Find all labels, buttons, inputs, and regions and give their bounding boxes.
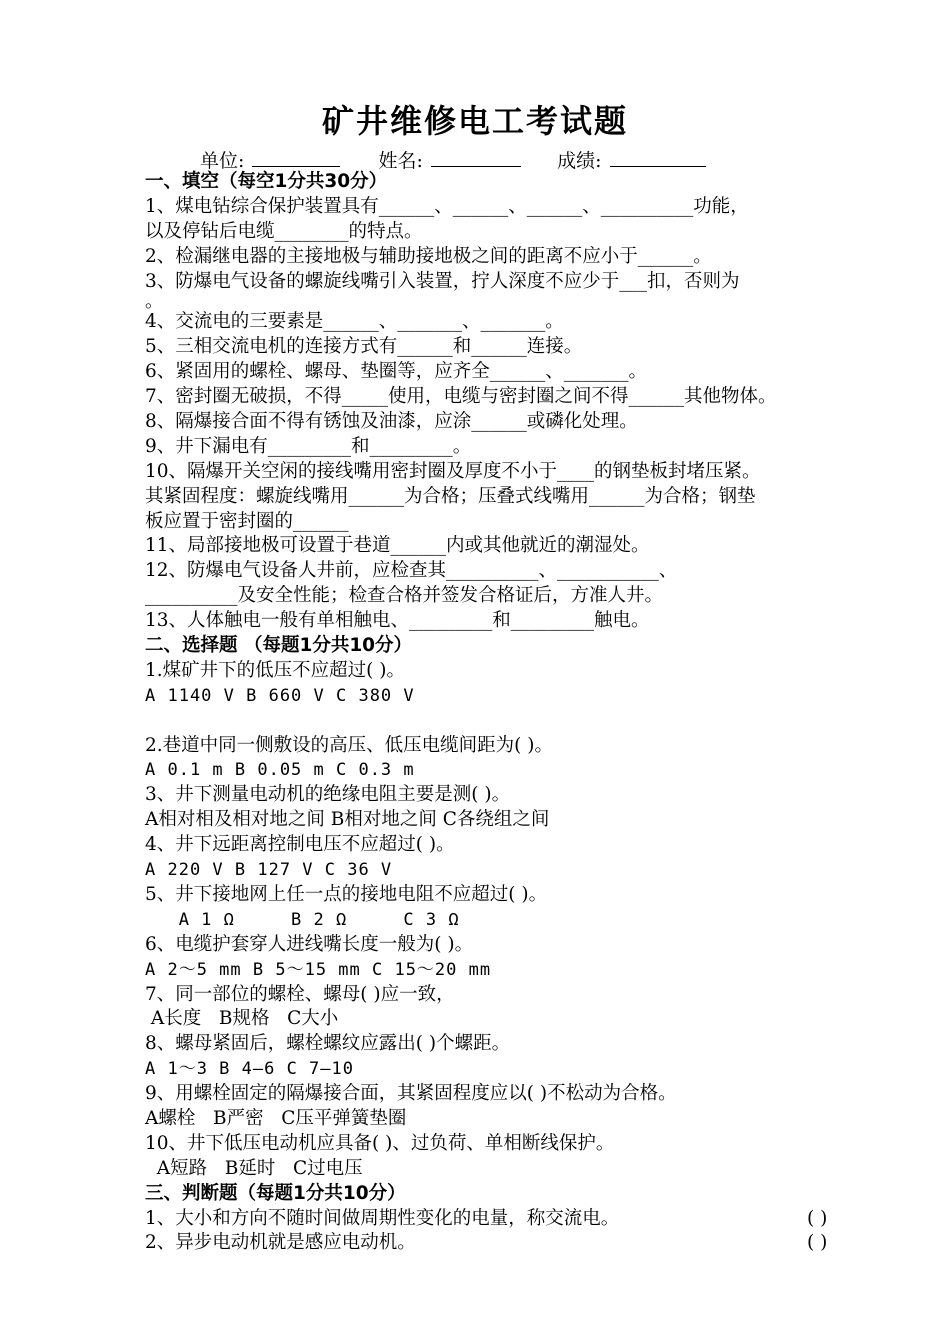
section-heading-fill-blank: 一、填空（每空1分共30分） [145,171,388,192]
fill-blank-line: 8、隔爆接合面不得有锈蚀及油漆，应涂______或磷化处理。 [145,411,638,433]
student-info-line [200,146,712,173]
fill-blank-line: 10、隔爆开关空闲的接线嘴用密封圈及厚度不小于____的钢垫板封堵压紧。 [145,460,761,482]
fill-blank-line: 以及停钻后电缆________的特点。 [145,220,423,242]
fill-blank-line: 。 [145,291,164,313]
choice-options: A 1～3 B 4—6 C 7—10 [145,1059,354,1080]
choice-question: 1.煤矿井下的低压不应超过( )。 [145,659,405,681]
answer-parentheses[interactable]: ( ) [807,1232,828,1254]
fill-blank-line: 7、密封圈无破损，不得_____使用，电缆与密封圈之间不得______其他物体。 [145,386,777,408]
choice-options: A短路 B延时 C过电压 [145,1157,363,1179]
fill-blank-line: 3、防爆电气设备的螺旋线嘴引入装置，拧人深度不应少于___扣，否则为 [145,270,740,292]
true-false-item [145,1207,895,1232]
choice-question: 7、同一部位的螺栓、螺母( )应一致， [145,983,455,1005]
fill-blank-line: 9、井下漏电有_________和_________。 [145,435,472,457]
choice-options: A 1 Ω B 2 Ω C 3 Ω [145,909,460,930]
fill-blank-line: 5、三相交流电机的连接方式有______和______连接。 [145,336,583,358]
choice-question: 8、螺母紧固后，螺栓螺纹应露出( )个螺距。 [145,1033,511,1055]
choice-options: A 2～5 mm B 5～15 mm C 15～20 mm [145,959,492,980]
true-false-text: 1、大小和方向不随时间做周期性变化的电量，称交流电。 [145,1207,620,1229]
fill-blank-line: 板应置于密封圈的______ [145,510,349,532]
choice-options: A长度 B规格 C大小 [145,1008,339,1030]
choice-options: A 1140 V B 660 V C 380 V [145,685,415,706]
choice-question: 4、井下远距离控制电压不应超过( )。 [145,834,455,856]
fill-blank-line: 1、煤电钻综合保护装置具有______、______、______、__________功能， [145,195,749,217]
score-label: 成绩: [557,150,602,172]
fill-blank-line: 6、紧固用的螺栓、螺母、垫圈等，应齐全______、_______。 [145,361,648,383]
fill-blank-line: 11、局部接地极可设置于巷道______内或其他就近的潮湿处。 [145,535,650,557]
name-label: 姓名: [378,150,423,172]
true-false-item [145,1231,895,1256]
choice-options: A相对相及相对地之间 B相对地之间 C各绕组之间 [145,809,550,831]
answer-parentheses[interactable]: ( ) [807,1207,828,1229]
fill-blank-line: 2、检漏继电器的主接地极与辅助接地极之间的距离不应小于______。 [145,245,712,267]
fill-blank-line: 13、人体触电一般有单相触电、_________和_________触电。 [145,610,650,632]
unit-label: 单位: [200,150,245,172]
choice-options: A 220 V B 127 V C 36 V [145,860,393,881]
fill-blank-line: 12、防爆电气设备人井前，应检查其__________、___________、 [145,560,678,582]
choice-options: A 0.1 m B 0.05 m C 0.3 m [145,760,415,781]
section-heading-choice: 二、选择题 （每题1分共10分） [145,635,413,657]
fill-blank-line: 4、交流电的三要素是______、_______、_______。 [145,311,564,333]
score-blank[interactable] [610,148,706,167]
choice-question: 2.巷道中同一侧敷设的高压、低压电缆间距为( )。 [145,734,553,756]
choice-question: 3、井下测量电动机的绝缘电阻主要是测( )。 [145,784,511,806]
choice-question: 6、电缆护套穿人进线嘴长度一般为( )。 [145,933,474,955]
choice-options: A螺栓 B严密 C压平弹簧垫圈 [145,1107,407,1129]
choice-question: 5、井下接地网上任一点的接地电阻不应超过( )。 [145,883,548,905]
fill-blank-line: 其紧固程度：螺旋线嘴用______为合格；压叠式线嘴用______为合格；钢垫 [145,485,756,507]
section-heading-true-false: 三、判断题（每题1分共10分） [145,1182,406,1204]
name-blank[interactable] [431,148,521,167]
fill-blank-line: __________及安全性能；检查合格并签发合格证后，方准人井。 [145,585,664,607]
true-false-text: 2、异步电动机就是感应电动机。 [145,1232,416,1254]
page-title: 矿井维修电工考试题 [321,102,628,140]
choice-question: 10、井下低压电动机应具备( )、过负荷、单相断线保护。 [145,1132,615,1154]
unit-blank[interactable] [252,148,340,167]
choice-question: 9、用螺栓固定的隔爆接合面，其紧固程度应以( )不松动为合格。 [145,1083,677,1105]
exam-body [145,170,895,1256]
